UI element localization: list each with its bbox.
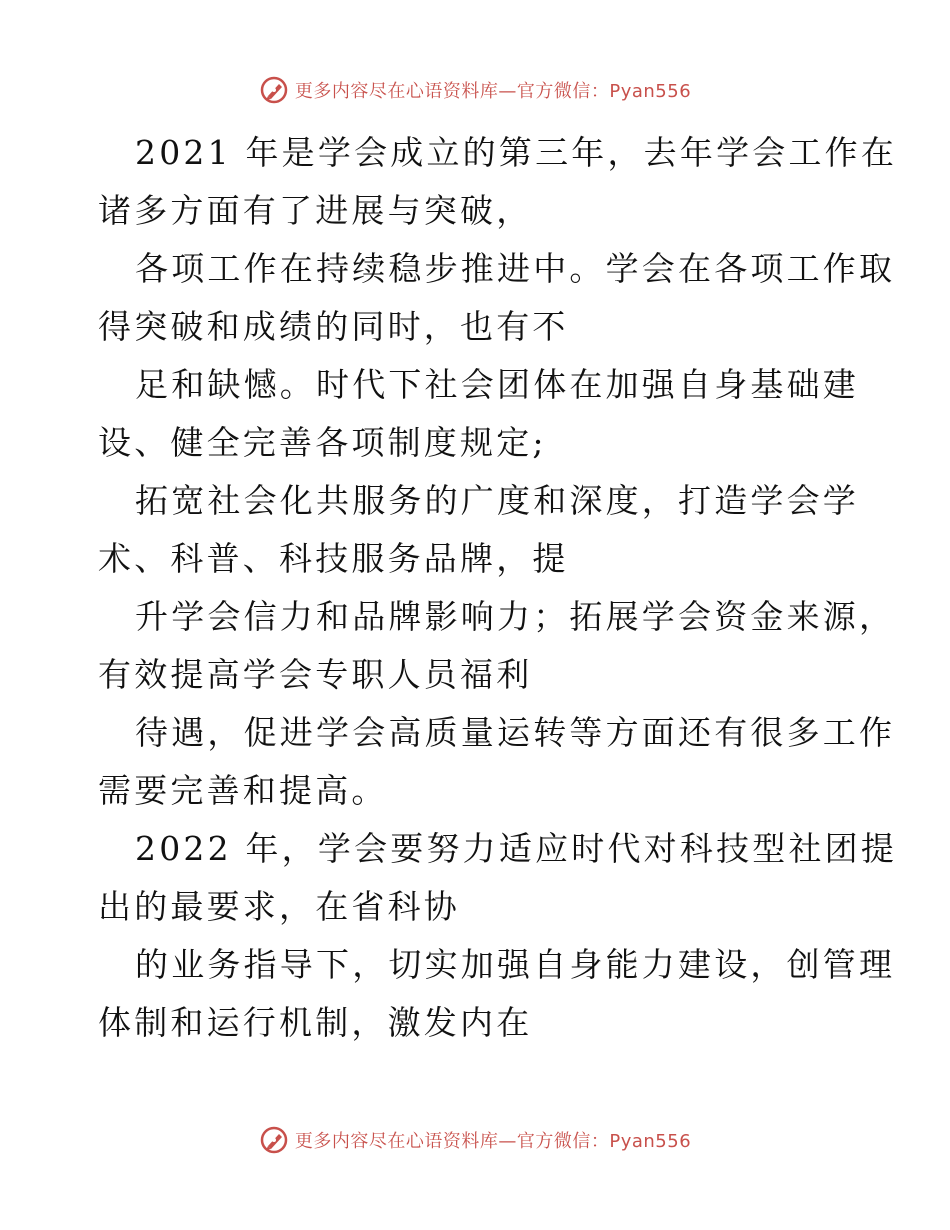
text-line: 需要完善和提高。 <box>98 771 388 810</box>
text-line: 设、健全完善各项制度规定; <box>98 423 547 462</box>
text-line: 2022 年，学会要努力适应时代对科技型社团提 <box>135 829 898 868</box>
header-watermark <box>0 72 950 108</box>
text-line: 2021 年是学会成立的第三年，去年学会工作在 <box>135 133 898 172</box>
text-line: 足和缺憾。时代下社会团体在加强自身基础建 <box>135 365 859 404</box>
text-line: 术、科普、科技服务品牌，提 <box>98 539 569 578</box>
text-line: 的业务指导下，切实加强自身能力建设，创管理 <box>135 945 896 984</box>
text-line: 有效提高学会专职人员福利 <box>98 655 533 694</box>
text-line: 得突破和成绩的同时，也有不 <box>98 307 569 346</box>
text-line: 拓宽社会化共服务的广度和深度，打造学会学 <box>135 481 859 520</box>
document-body <box>98 124 898 1052</box>
text-line: 体制和运行机制，激发内在 <box>98 1003 533 1042</box>
text-line: 各项工作在持续稳步推进中。学会在各项工作取 <box>135 249 896 288</box>
pen-logo-icon <box>259 75 289 105</box>
watermark-text: 更多内容尽在心语资料库—官方微信：Pyan556 <box>294 81 692 102</box>
text-line: 升学会信力和品牌影响力；拓展学会资金来源， <box>135 597 896 636</box>
watermark-text: 更多内容尽在心语资料库—官方微信：Pyan556 <box>294 1131 692 1152</box>
text-line: 诸多方面有了进展与突破， <box>98 191 533 230</box>
text-line: 待遇，促进学会高质量运转等方面还有很多工作 <box>135 713 896 752</box>
text-line: 出的最要求，在省科协 <box>98 887 460 926</box>
footer-watermark <box>0 1122 950 1158</box>
pen-logo-icon <box>259 1125 289 1155</box>
